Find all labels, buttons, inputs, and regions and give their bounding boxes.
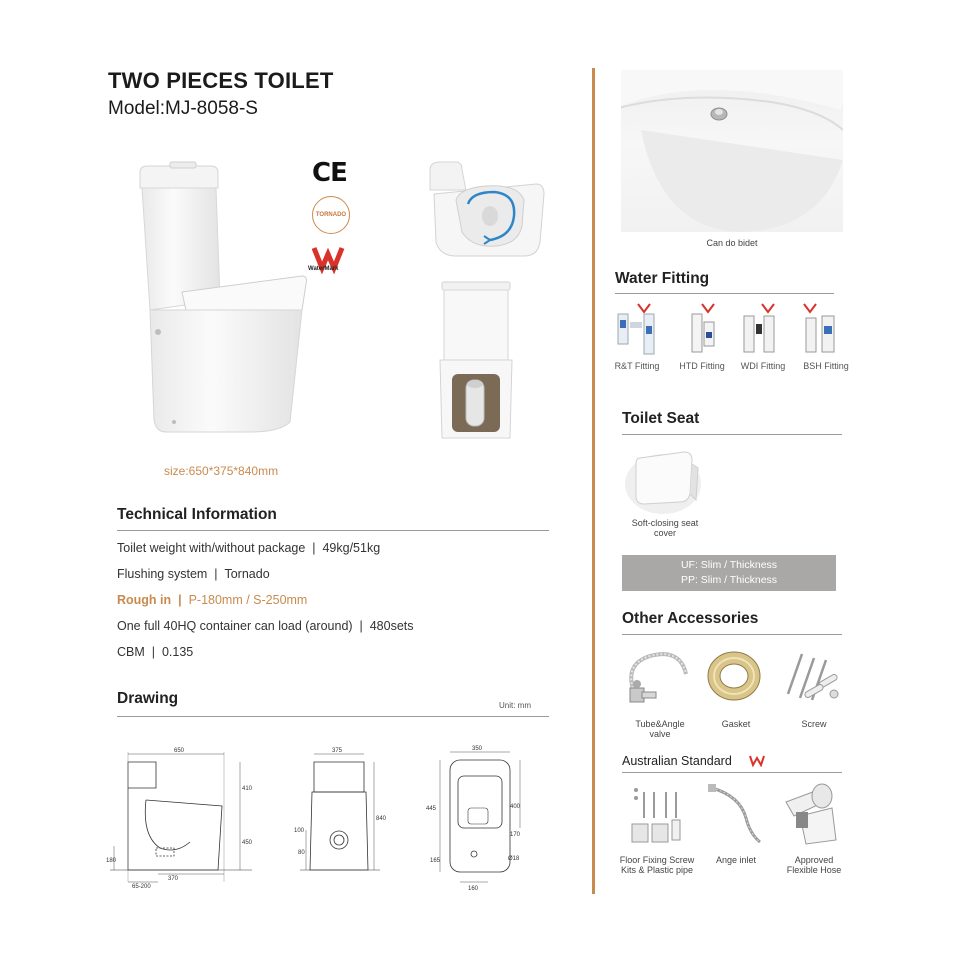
toilet-seat-heading: Toilet Seat xyxy=(622,410,700,427)
seat-cover-image xyxy=(622,444,704,514)
fitting-label-bsh: BSH Fitting xyxy=(803,361,849,371)
other-accessories-divider xyxy=(622,634,842,635)
tech-separator: | xyxy=(214,567,218,581)
dim-side-bottom1: 65-200 xyxy=(132,884,151,890)
unit-label: Unit: mm xyxy=(499,701,531,710)
toilet-back-view-image xyxy=(436,280,516,440)
tech-value: 480sets xyxy=(369,619,414,633)
bidet-photo xyxy=(621,70,843,232)
tech-label: Flushing system xyxy=(117,567,208,581)
australian-standard-divider xyxy=(622,772,842,773)
tech-label: Toilet weight with/without package xyxy=(117,541,306,555)
seat-material-uf: UF: Slim / Thickness xyxy=(680,559,778,571)
accessory-label-tube-line1: Tube&Angle xyxy=(635,719,685,729)
as-label-ange-inlet: Ange inlet xyxy=(715,855,757,865)
tech-label: CBM xyxy=(117,645,145,659)
dim-top-lb: 165 xyxy=(430,858,441,864)
dim-side-base: 180 xyxy=(106,858,117,864)
tech-value: 0.135 xyxy=(161,645,194,659)
fitting-label-rt: R&T Fitting xyxy=(614,361,660,371)
watermark-small-icon xyxy=(749,755,765,767)
technical-divider xyxy=(117,530,549,531)
tech-row-flushing xyxy=(117,567,270,581)
technical-heading: Technical Information xyxy=(117,506,277,523)
as-label-hose-line1: Approved xyxy=(794,855,834,865)
dim-top-right: 400 xyxy=(510,804,521,810)
accessory-label-screw: Screw xyxy=(801,719,827,729)
fitting-label-wdi: WDI Fitting xyxy=(740,361,786,371)
gasket-image xyxy=(704,646,764,706)
dim-side-upper: 410 xyxy=(242,786,253,792)
tech-separator: | xyxy=(359,619,363,633)
flexible-hose-image xyxy=(778,782,850,846)
dim-front-left1: 100 xyxy=(294,828,305,834)
tech-label: Rough in xyxy=(117,593,172,607)
dim-top-bottom: 160 xyxy=(468,886,479,892)
tech-separator: | xyxy=(312,541,316,555)
watermark-logo xyxy=(312,244,352,278)
bidet-image xyxy=(621,70,843,232)
dim-top-left: 445 xyxy=(426,806,437,812)
tornado-logo: TORNADO xyxy=(312,196,350,234)
as-label-hose-line2: Flexible Hose xyxy=(786,865,842,875)
size-label: size:650*375*840mm xyxy=(164,464,279,478)
tech-row-cbm xyxy=(117,645,193,659)
water-fitting-heading: Water Fitting xyxy=(615,270,710,287)
other-accessories-heading: Other Accessories xyxy=(622,610,759,627)
as-label-floor-line1: Floor Fixing Screw xyxy=(619,855,695,865)
dim-side-lower: 450 xyxy=(242,840,253,846)
dim-top-r2: Ø18 xyxy=(508,856,520,862)
tech-row-weight xyxy=(117,541,380,555)
tech-label: One full 40HQ container can load (around) xyxy=(117,619,353,633)
column-divider xyxy=(592,68,595,894)
dim-front-left2: 80 xyxy=(298,850,305,856)
accessory-label-gasket: Gasket xyxy=(721,719,751,729)
tech-row-rough-in xyxy=(117,593,307,607)
ange-inlet-image xyxy=(706,782,766,846)
model-number: Model:MJ-8058-S xyxy=(108,98,258,119)
tech-row-container xyxy=(117,619,414,633)
bowl-top-view-image xyxy=(426,160,546,260)
tech-value: Tornado xyxy=(224,567,270,581)
accessory-label-tube-line2: valve xyxy=(649,729,671,739)
dim-side-bottom2: 370 xyxy=(168,876,179,882)
tech-separator: | xyxy=(151,645,155,659)
ce-mark: CE xyxy=(312,158,347,188)
bidet-caption: Can do bidet xyxy=(706,238,758,248)
fitting-label-htd: HTD Fitting xyxy=(679,361,725,371)
seat-caption-line2: cover xyxy=(653,528,676,538)
dim-top-r1: 170 xyxy=(510,832,521,838)
tech-separator: | xyxy=(178,593,182,607)
front-elevation-drawing xyxy=(290,742,390,892)
water-fitting-divider xyxy=(615,293,834,294)
tech-value: 49kg/51kg xyxy=(322,541,381,555)
dim-top-width: 350 xyxy=(472,746,483,752)
seat-material-pp: PP: Slim / Thickness xyxy=(680,574,778,586)
dim-front-width: 375 xyxy=(332,748,343,754)
toilet-seat-divider xyxy=(622,434,842,435)
dim-side-width: 650 xyxy=(174,748,185,754)
seat-caption-line1: Soft-closing seat xyxy=(631,518,699,528)
as-label-floor-line2: Kits & Plastic pipe xyxy=(620,865,694,875)
tech-value: P-180mm / S-250mm xyxy=(188,593,308,607)
page-title: TWO PIECES TOILET xyxy=(108,68,334,93)
water-fittings-image xyxy=(612,302,858,358)
drawing-heading: Drawing xyxy=(117,690,179,707)
side-elevation-drawing xyxy=(106,742,256,892)
australian-standard-heading: Australian Standard xyxy=(622,754,732,768)
dim-front-height: 840 xyxy=(376,816,387,822)
seat-material-band xyxy=(622,555,836,591)
watermark-label: WaterMark xyxy=(308,266,339,272)
tube-angle-valve-image xyxy=(620,644,696,714)
top-view-drawing xyxy=(426,742,546,892)
drawing-divider xyxy=(117,716,549,717)
toilet-main-image xyxy=(130,160,310,450)
screw-image xyxy=(778,644,848,710)
floor-fixing-kit-image xyxy=(624,784,694,846)
